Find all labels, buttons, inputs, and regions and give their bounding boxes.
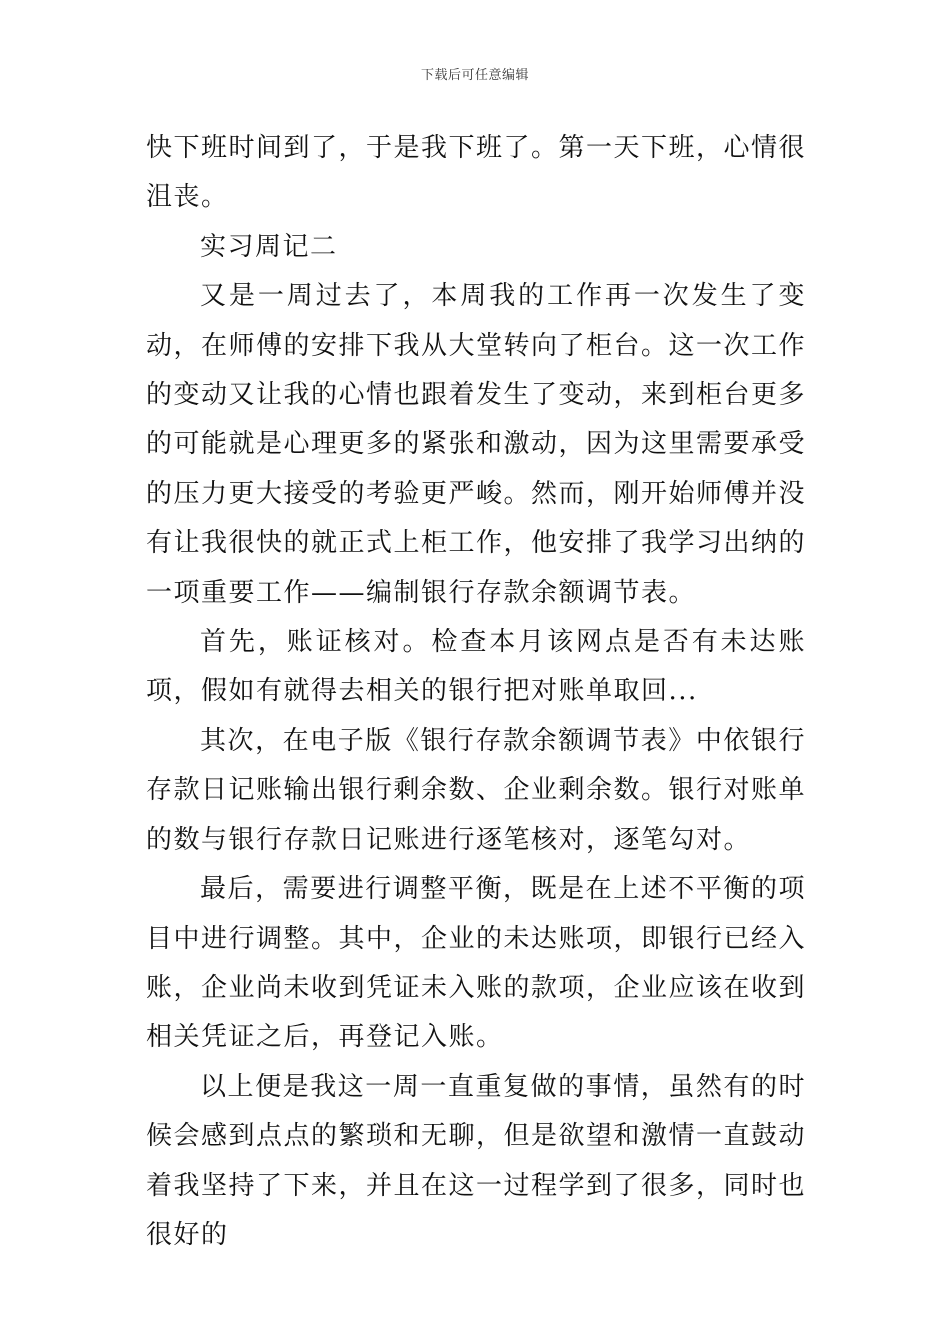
paragraph-week-intro: 又是一周过去了，本周我的工作再一次发生了变动，在师傅的安排下我从大堂转向了柜台。这一次工作的变动又让我的心情也跟着发生了变动，来到柜台更多的可能就是心理更多的紧张和激动，因为这里需要承受的压力更大接受的考验更严峻。然而，刚开始师傅并没有让我很快的就正式上柜工作，他安排了我学习出纳的一项重要工作——编制银行存款余额调节表。 xyxy=(146,281,807,608)
section-heading: 实习周记二 xyxy=(200,231,338,262)
paragraph-step-last: 最后，需要进行调整平衡，既是在上述不平衡的项目中进行调整。其中，企业的未达账项，即银行已经入账，企业尚未收到凭证未入账的款项，企业应该在收到相关凭证之后，再登记入账。 xyxy=(146,874,807,1053)
paragraph-summary: 以上便是我这一周一直重复做的事情，虽然有的时候会感到点点的繁琐和无聊，但是欲望和激情一直鼓动着我坚持了下来，并且在这一过程学到了很多，同时也很好的 xyxy=(146,1071,807,1250)
paragraph-step-first: 首先，账证核对。检查本月该网点是否有未达账项，假如有就得去相关的银行把对账单取回... xyxy=(146,627,806,707)
header-note: 下载后可任意编辑 xyxy=(420,68,529,83)
document-body xyxy=(146,124,806,1260)
paragraph-step-second: 其次，在电子版《银行存款余额调节表》中依银行存款日记账输出银行剩余数、企业剩余数。银行对账单的数与银行存款日记账进行逐笔核对，逐笔勾对。 xyxy=(146,725,807,855)
paragraph-continuation: 快下班时间到了，于是我下班了。第一天下班，心情很沮丧。 xyxy=(146,133,807,213)
